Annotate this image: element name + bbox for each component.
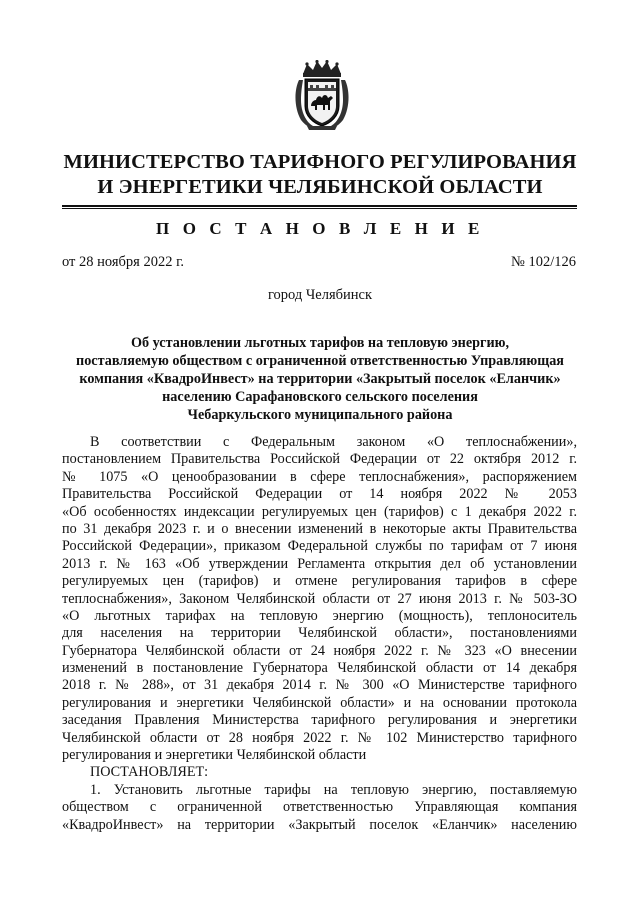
subject-line: Об установлении льготных тарифов на тепловую энергию, — [130, 335, 510, 351]
preamble-line: Губернатора Челябинской области от 24 ноября 2022 г. № 323 «О внесении — [62, 642, 577, 659]
preamble-line: В соответствии с Федеральным законом «О теплоснабжении», — [90, 434, 577, 450]
subject-line: компания «КвадроИнвест» на территории «Закрытый поселок «Еланчик» — [79, 371, 561, 387]
item-line: 1. Установить льготные тарифы на тепловую энергию, поставляемую — [90, 781, 577, 798]
decree-date: от 28 ноября 2022 г. — [62, 254, 185, 270]
preamble-line: «О льготных тарифах на тепловую энергию (мощность), теплоноситель — [62, 607, 577, 624]
preamble-line: Российской Федерации», приказом Федеральной службы по тарифам от 7 июня — [62, 538, 577, 555]
header-divider — [62, 205, 577, 209]
subject-line: Чебаркульского муниципального района — [187, 407, 453, 423]
preamble-line: для населения на территории Челябинской области», постановлениями — [62, 625, 577, 642]
item-line: «КвадроИнвест» на территории «Закрытый поселок «Еланчик» населению — [62, 816, 577, 833]
preamble-line: № 1075 «О ценообразовании в сфере теплоснабжения», распоряжением — [62, 468, 577, 485]
preamble-line: заседания Правления Министерства тарифного регулирования и энергетики — [62, 712, 577, 729]
preamble-line: Правительства Российской Федерации от 14 ноября 2022 № 2053 — [62, 486, 577, 503]
preamble-line: по 31 декабря 2023 г. и о внесении изменений в некоторые акты Правительства — [62, 520, 577, 537]
decree-subject — [60, 334, 580, 424]
decree-city: город Челябинск — [267, 287, 373, 303]
preamble-line: регулирования и энергетики Челябинской области — [62, 747, 367, 764]
preamble-line: «Об особенностях индексации регулируемых цен (тарифов) с 1 декабря 2022 г. — [62, 503, 577, 520]
decree-title: П О С Т А Н О В Л Е Н И Е — [156, 219, 484, 238]
preamble-line: изменений в постановление Губернатора Челябинской области от 14 декабря — [62, 660, 577, 677]
preamble-line: теплоснабжения», Законом Челябинской области от 27 июня 2013 г. № 503-ЗО — [62, 590, 577, 607]
preamble-line: 2013 г. № 163 «Об утверждении Регламента открытия дел об установлении — [62, 555, 577, 572]
resolves-heading: ПОСТАНОВЛЯЕТ: — [90, 764, 209, 781]
preamble-line: постановлением Правительства Российской Федерации от 22 октября 2012 г. — [62, 451, 577, 468]
preamble-line: регулируемых цен (тарифов) и отмене регулирования тарифов в сфере — [62, 573, 577, 590]
preamble-line: 2018 г. № 288», от 31 декабря 2014 г. № 300 «О Министерстве тарифного — [62, 677, 577, 694]
ministry-name-line-2: И ЭНЕРГЕТИКИ ЧЕЛЯБИНСКОЙ ОБЛАСТИ — [97, 176, 543, 198]
preamble-line: Челябинской области от 28 ноября 2022 г. № 102 Министерство тарифного — [62, 729, 577, 746]
decree-body — [62, 434, 577, 834]
subject-line: поставляемую обществом с ограниченной ответственностью Управляющая — [76, 353, 564, 369]
decree-number: № 102/126 — [511, 254, 576, 270]
ministry-name — [60, 150, 580, 200]
subject-line: населению Сарафановского сельского поселения — [162, 389, 478, 405]
ministry-name-line-1: МИНИСТЕРСТВО ТАРИФНОГО РЕГУЛИРОВАНИЯ — [63, 151, 577, 173]
item-line: обществом с ограниченной ответственностью Управляющая компания — [62, 799, 577, 816]
preamble-line: регулирования и энергетики Челябинской области» и на основании протокола — [62, 694, 577, 711]
coat-of-arms-icon — [293, 60, 351, 132]
